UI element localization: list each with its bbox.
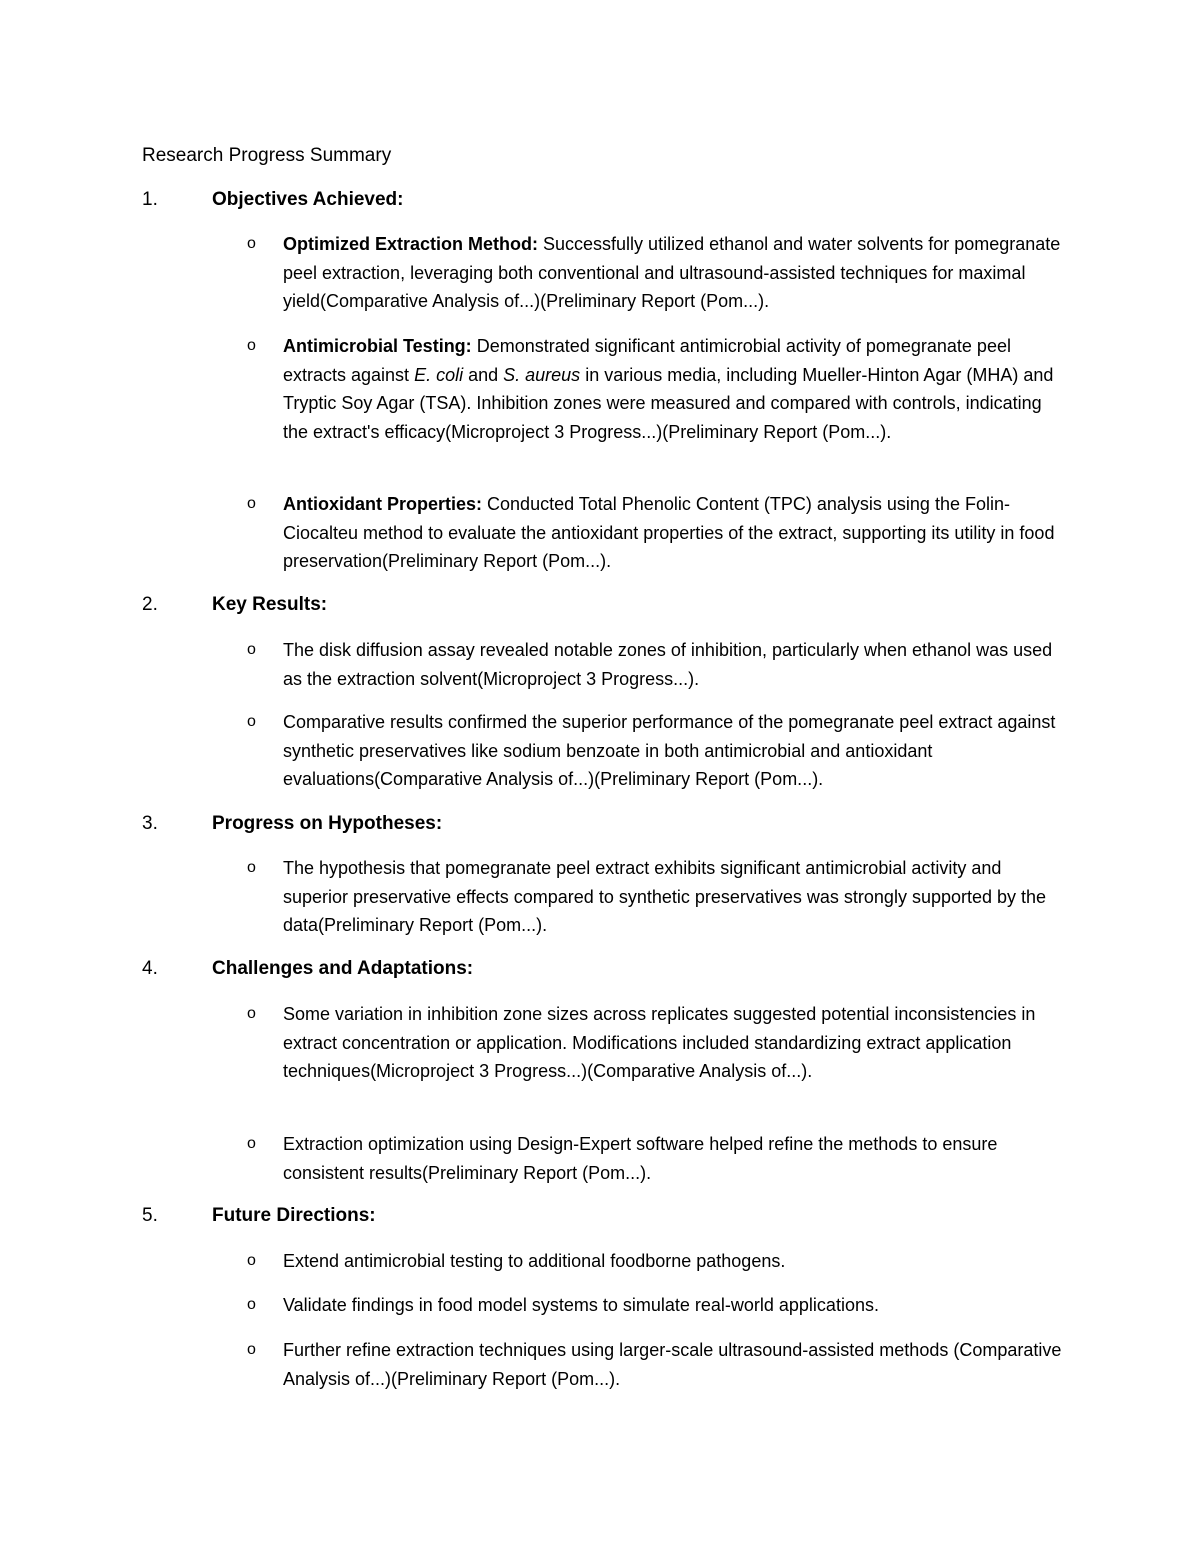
list-item (247, 854, 1067, 940)
item-label: Antimicrobial Testing: (283, 336, 472, 356)
section-title: Challenges and Adaptations: (212, 958, 474, 979)
item-text: The hypothesis that pomegranate peel extract exhibits significant antimicrobial activity and superior preservative effects compared to synthetic preservatives was strongly supported by the data(Preliminary Report (Pom...). (283, 858, 1047, 936)
section-title: Key Results: (212, 594, 328, 615)
section-number: 2. (142, 594, 158, 615)
section-number: 3. (142, 813, 158, 834)
section-heading-future (142, 1202, 376, 1230)
item-text: Comparative results confirmed the superior performance of the pomegranate peel extract against synthetic preservatives like sodium benzoate in both antimicrobial and antioxidant evaluations(Comparative Analysis of...)(Preliminary Report (Pom...). (283, 712, 1056, 790)
item-text: and (463, 364, 504, 385)
section-title: Future Directions: (212, 1205, 376, 1226)
list-item (247, 1247, 1067, 1276)
section-number: 1. (142, 189, 158, 210)
item-text: Conducted Total Phenolic Content (TPC) analysis using the Folin-Ciocalteu method to evaluate the antioxidant properties of the extract, supporting its utility in food preservation(Preliminary Report (Pom...). (283, 494, 1055, 572)
section-number: 5. (142, 1205, 158, 1226)
section-heading-hypotheses (142, 810, 442, 838)
bullet-marker: o (247, 859, 256, 876)
section-title: Progress on Hypotheses: (212, 813, 443, 834)
item-text: Extraction optimization using Design-Expert software helped refine the methods to ensure consistent results(Preliminary Report (Pom...). (283, 1134, 998, 1183)
section-title: Objectives Achieved: (212, 189, 404, 210)
bullet-marker: o (247, 1341, 256, 1358)
list-item (247, 332, 1067, 447)
list-item (247, 1000, 1067, 1086)
list-item (247, 636, 1067, 693)
bullet-marker: o (247, 1005, 256, 1022)
section-heading-key-results (142, 591, 327, 619)
list-item (247, 1336, 1067, 1393)
list-item (247, 708, 1067, 794)
section-heading-challenges (142, 955, 473, 983)
item-text: Successfully utilized ethanol and water solvents for pomegranate peel extraction, leveraging both conventional and ultrasound-assisted techniques for maximal yield(Comparative Analysis of...)(Preliminary Report (Pom...). (283, 234, 1061, 312)
bullet-marker: o (247, 337, 256, 354)
section-heading-objectives (142, 186, 403, 214)
item-label: Optimized Extraction Method: (283, 234, 539, 254)
bullet-marker: o (247, 1252, 256, 1269)
bullet-marker: o (247, 1296, 256, 1313)
bullet-marker: o (247, 495, 256, 512)
organism-name: E. coli (414, 364, 464, 385)
item-text: The disk diffusion assay revealed notable zones of inhibition, particularly when ethanol was used as the extraction solvent(Microproject 3 Progress...). (283, 640, 1053, 689)
item-text: Some variation in inhibition zone sizes across replicates suggested potential inconsistencies in extract concentration or application. Modifications included standardizing extract application techniques(Microproject 3 Progress...)(Comparative Analysis of...). (283, 1004, 1036, 1082)
document-title: Research Progress Summary (142, 145, 392, 166)
bullet-marker: o (247, 235, 256, 252)
organism-name: S. aureus (503, 364, 581, 385)
list-item (247, 1291, 1067, 1320)
list-item (247, 230, 1067, 316)
item-text: Demonstrated significant antimicrobial activity of pomegranate peel extracts against (283, 336, 1011, 385)
bullet-marker: o (247, 713, 256, 730)
item-text: Validate findings in food model systems to simulate real-world applications. (283, 1295, 879, 1315)
item-text: Extend antimicrobial testing to additional foodborne pathogens. (283, 1251, 786, 1271)
list-item (247, 1130, 1067, 1187)
item-label: Antioxidant Properties: (283, 494, 483, 514)
bullet-marker: o (247, 1135, 256, 1152)
list-item (247, 490, 1067, 576)
section-number: 4. (142, 958, 158, 979)
item-text: in various media, including Mueller-Hinton Agar (MHA) and Tryptic Soy Agar (TSA). Inhibition zones were measured and compared with controls, indicating the extract's efficacy(Microproject 3 Progress...)(Preliminary Report (Pom...). (283, 364, 1054, 443)
bullet-marker: o (247, 641, 256, 658)
item-text: Further refine extraction techniques using larger-scale ultrasound-assisted methods (Comparative Analysis of...)(Preliminary Report (Pom...). (283, 1340, 1062, 1389)
